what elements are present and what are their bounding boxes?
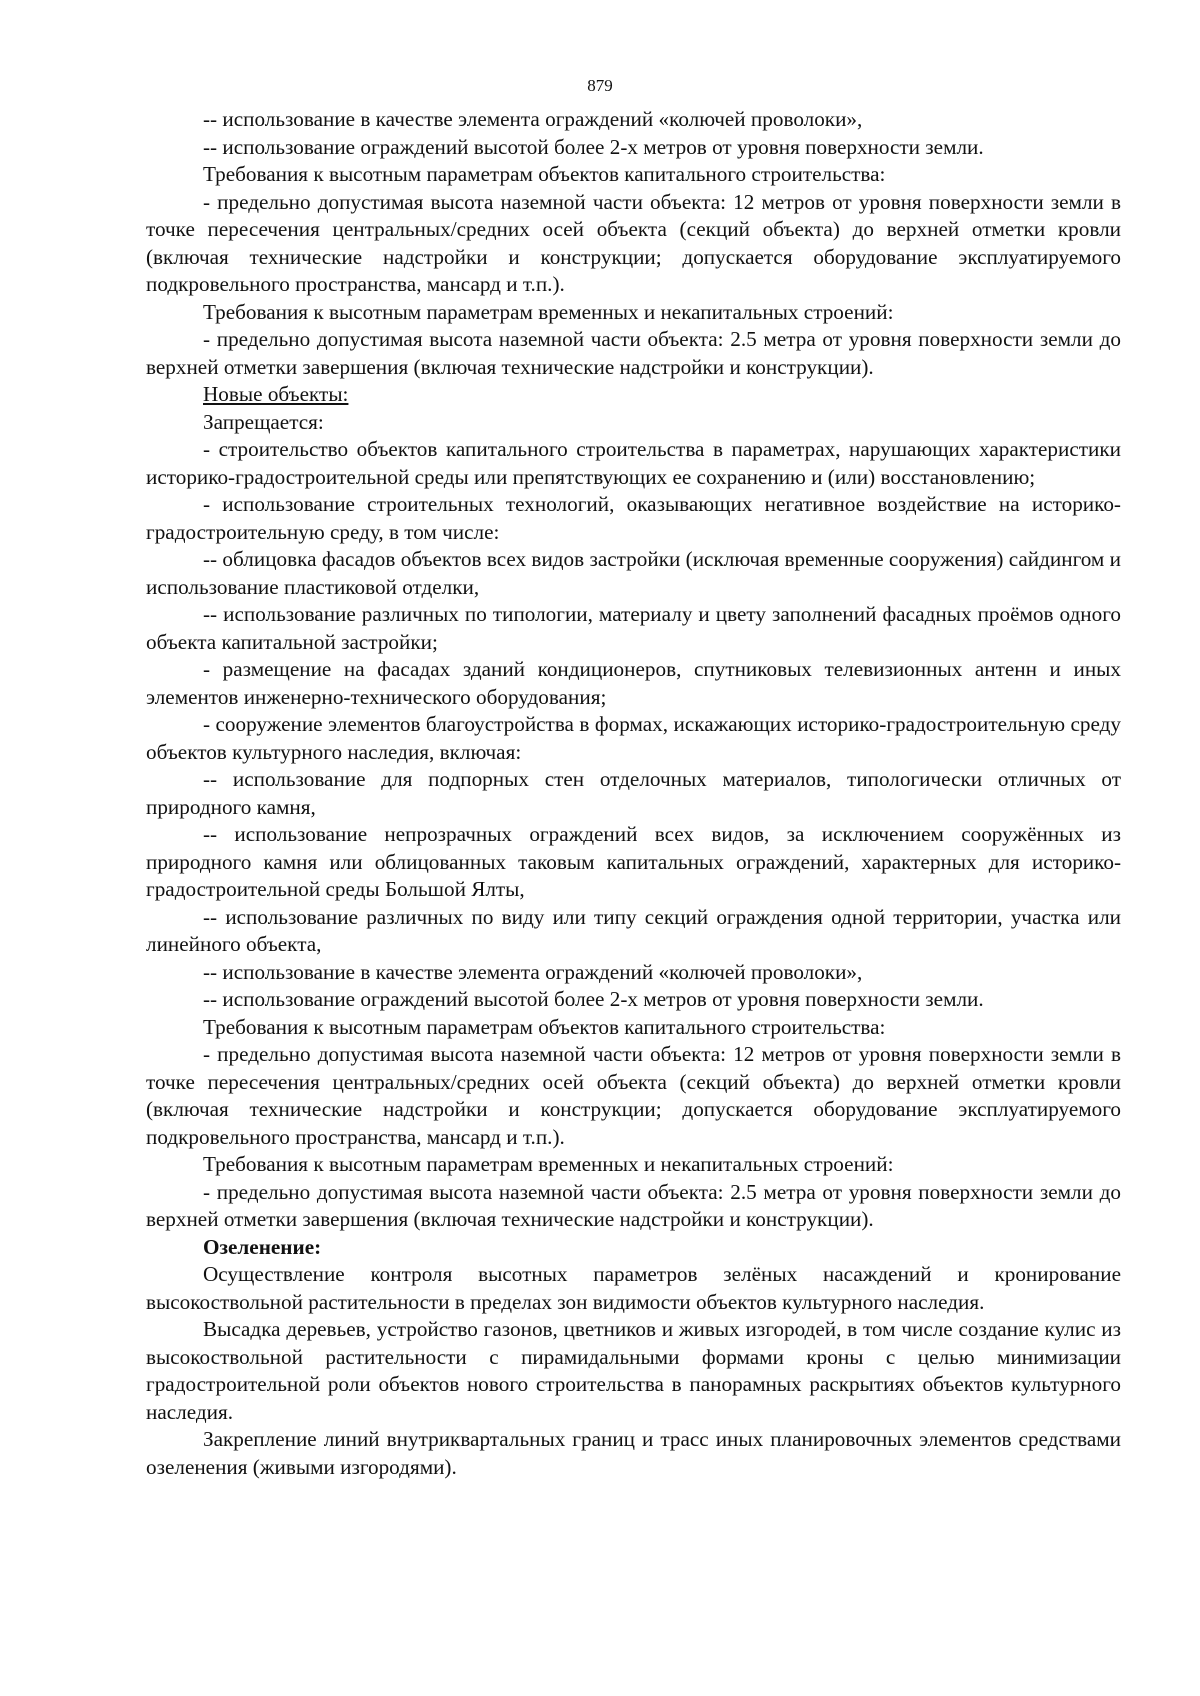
paragraph: - предельно допустимая высота наземной части объекта: 2.5 метра от уровня поверхности земли до верхней отметки завершения (включая технические надстройки и конструкции). <box>146 1179 1121 1231</box>
paragraph: -- использование в качестве элемента ограждений «колючей проволоки», <box>203 959 863 984</box>
paragraph: - строительство объектов капитального строительства в параметрах, нарушающих характеристики историко-градостроительной среды или препятствующих ее сохранению и (или) восстановлению; <box>146 437 1121 489</box>
paragraph: - предельно допустимая высота наземной части объекта: 12 метров от уровня поверхности земли в точке пересечения центральных/средних осей объекта (секций объекта) до верхней отметки кровли (включая технические надстройки и конструкции; допускается оборудование эксплуатируемого подкровельного пространства, мансард и т.п.). <box>146 189 1121 296</box>
paragraph: Закрепление линий внутриквартальных границ и трасс иных планировочных элементов средствами озеленения (живыми изгородями). <box>146 1427 1121 1479</box>
section-heading-new-objects: Новые объекты: <box>203 382 349 406</box>
paragraph: - предельно допустимая высота наземной части объекта: 12 метров от уровня поверхности земли в точке пересечения центральных/средних осей объекта (секций объекта) до верхней отметки кровли (включая технические надстройки и конструкции; допускается оборудование эксплуатируемого подкровельного пространства, мансард и т.п.). <box>146 1042 1121 1149</box>
paragraph: Требования к высотным параметрам объектов капитального строительства: <box>203 1014 886 1039</box>
paragraph: -- использование ограждений высотой более 2-х метров от уровня поверхности земли. <box>203 134 984 159</box>
paragraph: Требования к высотным параметрам временных и некапитальных строений: <box>203 299 894 324</box>
paragraph: -- использование различных по типологии, материалу и цвету заполнений фасадных проёмов одного объекта капитальной застройки; <box>146 602 1121 654</box>
paragraph: - размещение на фасадах зданий кондиционеров, спутниковых телевизионных антенн и иных элементов инженерно-технического оборудования; <box>146 657 1121 709</box>
paragraph: Высадка деревьев, устройство газонов, цветников и живых изгородей, в том числе создание кулис из высокоствольной растительности с пирамидальными формами кроны с целью минимизации градостроительной роли объектов нового строительства в панорамных раскрытиях объектов культурного наследия. <box>146 1317 1121 1424</box>
paragraph: -- использование в качестве элемента ограждений «колючей проволоки», <box>203 107 863 131</box>
paragraph: - сооружение элементов благоустройства в формах, искажающих историко-градостроительную среду объектов культурного наследия, включая: <box>146 712 1121 764</box>
paragraph: Требования к высотным параметрам объектов капитального строительства: <box>203 162 886 186</box>
page-number: 879 <box>587 76 613 95</box>
paragraph: -- использование непрозрачных ограждений всех видов, за исключением сооружённых из природного камня или облицованных таковым капитальных ограждений, характерных для историко-градостроительной среды Большой Ялты, <box>146 822 1121 901</box>
paragraph: -- облицовка фасадов объектов всех видов застройки (исключая временные сооружения) сайдингом и использование пластиковой отделки, <box>146 547 1121 599</box>
section-heading-greening: Озеленение: <box>203 1234 322 1259</box>
paragraph: - предельно допустимая высота наземной части объекта: 2.5 метра от уровня поверхности земли до верхней отметки завершения (включая технические надстройки и конструкции). <box>146 327 1121 379</box>
paragraph: -- использование ограждений высотой более 2-х метров от уровня поверхности земли. <box>203 987 984 1011</box>
paragraph: Требования к высотным параметрам временных и некапитальных строений: <box>203 1152 894 1176</box>
paragraph: -- использование различных по виду или типу секций ограждения одной территории, участка или линейного объекта, <box>146 904 1121 956</box>
paragraph: - использование строительных технологий, оказывающих негативное воздействие на историко-градостроительную среду, в том числе: <box>146 492 1121 544</box>
document-body <box>146 106 1121 1481</box>
paragraph: -- использование для подпорных стен отделочных материалов, типологически отличных от природного камня, <box>146 767 1121 819</box>
paragraph: Запрещается: <box>203 409 324 434</box>
paragraph: Осуществление контроля высотных параметров зелёных насаждений и кронирование высокоствольной растительности в пределах зон видимости объектов культурного наследия. <box>146 1262 1121 1314</box>
